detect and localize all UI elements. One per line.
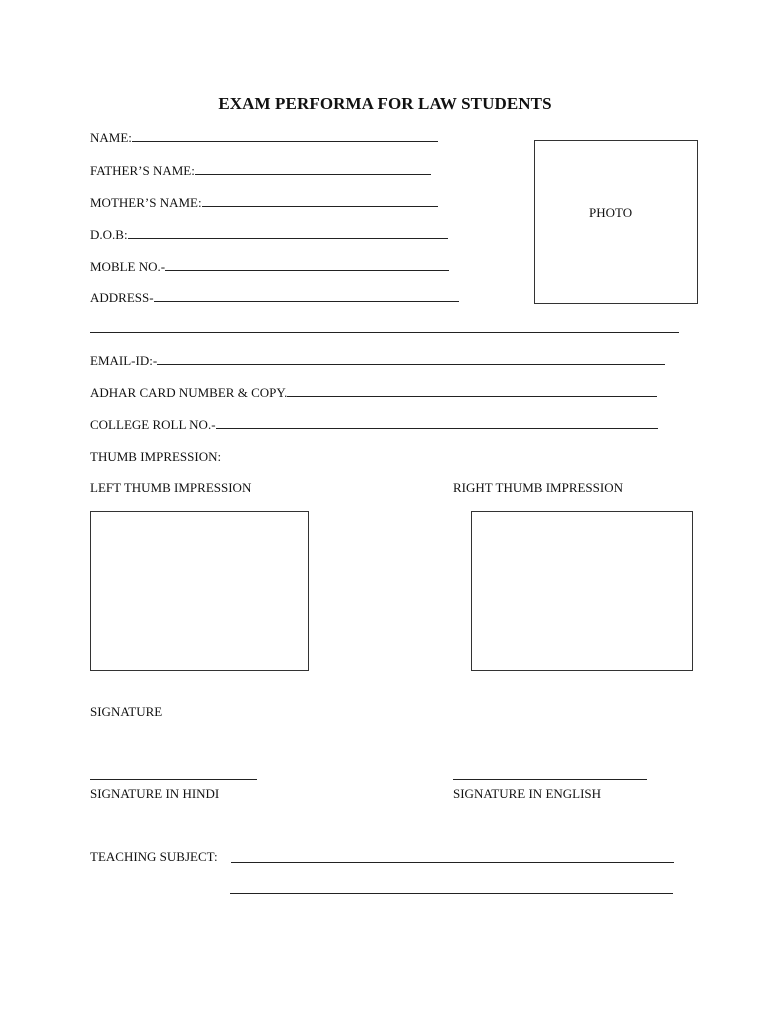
name-field[interactable] bbox=[132, 130, 438, 142]
mobile-field[interactable] bbox=[165, 259, 449, 271]
mother-name-row bbox=[90, 195, 438, 211]
right-thumb-box[interactable] bbox=[471, 511, 693, 671]
mother-name-field[interactable] bbox=[202, 195, 438, 207]
teaching-subject-field[interactable] bbox=[231, 862, 674, 863]
roll-label: COLLEGE ROLL NO.- bbox=[90, 417, 216, 432]
signature-hindi-line[interactable] bbox=[90, 779, 257, 780]
form-title: EXAM PERFORMA FOR LAW STUDENTS bbox=[218, 94, 552, 113]
teaching-subject-label: TEACHING SUBJECT: bbox=[90, 849, 218, 864]
email-field[interactable] bbox=[157, 353, 665, 365]
name-row bbox=[90, 130, 438, 146]
roll-row bbox=[90, 417, 658, 433]
mobile-row bbox=[90, 259, 449, 275]
signature-english-line[interactable] bbox=[453, 779, 647, 780]
email-row bbox=[90, 353, 665, 369]
adhar-row bbox=[90, 385, 657, 401]
email-label: EMAIL-ID:- bbox=[90, 353, 158, 368]
address-continuation-line[interactable] bbox=[90, 332, 679, 333]
mobile-label: MOBLE NO.- bbox=[90, 259, 166, 274]
dob-label: D.O.B: bbox=[90, 227, 128, 242]
dob-field[interactable] bbox=[128, 227, 448, 239]
father-name-row bbox=[90, 163, 431, 179]
address-row bbox=[90, 290, 459, 306]
address-field[interactable] bbox=[154, 290, 459, 302]
father-name-field[interactable] bbox=[195, 163, 431, 175]
left-thumb-label: LEFT THUMB IMPRESSION bbox=[90, 480, 252, 495]
father-name-label: FATHER’S NAME: bbox=[90, 163, 195, 178]
teaching-subject-row bbox=[90, 849, 218, 865]
adhar-label: ADHAR CARD NUMBER & COPY. bbox=[90, 385, 288, 400]
right-thumb-label: RIGHT THUMB IMPRESSION bbox=[453, 480, 623, 495]
signature-english-label: SIGNATURE IN ENGLISH bbox=[453, 786, 602, 801]
dob-row bbox=[90, 227, 448, 243]
mother-name-label: MOTHER’S NAME: bbox=[90, 195, 202, 210]
thumb-impression-label: THUMB IMPRESSION: bbox=[90, 449, 222, 464]
photo-label: PHOTO bbox=[589, 205, 633, 220]
adhar-field[interactable] bbox=[287, 385, 657, 397]
signature-hindi-label: SIGNATURE IN HINDI bbox=[90, 786, 220, 801]
left-thumb-box[interactable] bbox=[90, 511, 309, 671]
photo-box bbox=[534, 140, 698, 304]
name-label: NAME: bbox=[90, 130, 132, 145]
roll-field[interactable] bbox=[216, 417, 658, 429]
address-label: ADDRESS- bbox=[90, 290, 154, 305]
signature-label: SIGNATURE bbox=[90, 704, 163, 719]
teaching-subject-continuation-line[interactable] bbox=[230, 893, 673, 894]
